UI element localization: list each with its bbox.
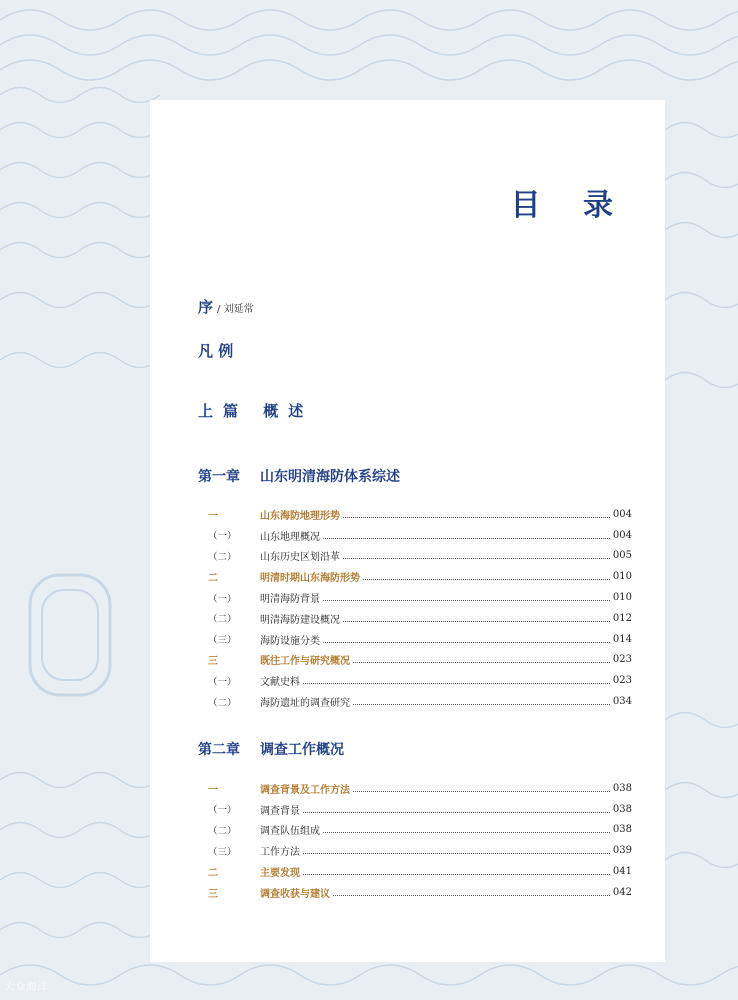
leader-dots: [323, 538, 610, 539]
toc-entry-index: （二）: [208, 825, 237, 837]
toc-entry-page: 010: [612, 571, 632, 583]
toc-entry[interactable]: [198, 799, 632, 820]
toc-entry-index: （二）: [208, 697, 237, 709]
watermark: 大众海洋: [4, 980, 48, 993]
toc-entry-index: 一: [208, 510, 218, 522]
toc-entry[interactable]: [198, 504, 632, 525]
toc-entry[interactable]: [198, 778, 632, 799]
toc-entry[interactable]: [198, 546, 632, 567]
front-item-preface[interactable]: [198, 296, 254, 317]
leader-dots: [303, 874, 610, 875]
toc-entry-label: 海防遗址的调查研究: [260, 698, 350, 710]
toc-entry-label: 调查背景: [260, 805, 300, 817]
toc-entry[interactable]: [198, 840, 632, 861]
toc-entry-page: 010: [612, 592, 632, 604]
front-item-notes[interactable]: [198, 340, 233, 361]
toc-entry-index: 一: [208, 784, 218, 796]
toc-entry-page: 042: [612, 886, 632, 898]
toc-entry-page: 014: [612, 633, 632, 645]
toc-entry[interactable]: [198, 525, 632, 546]
leader-dots: [323, 642, 610, 643]
leader-dots: [323, 600, 610, 601]
toc-entry-index: （三）: [208, 635, 237, 647]
toc-entry-index: （一）: [208, 805, 237, 817]
toc-entry-label: 明清海防背景: [260, 594, 320, 606]
toc-entry-page: 023: [612, 654, 632, 666]
chapter-title: 调查工作概况: [260, 742, 344, 758]
toc-entry-page: 012: [612, 612, 632, 624]
toc-entry-label: 工作方法: [260, 847, 300, 859]
toc-entry-page: 038: [612, 803, 632, 815]
chapter-1-entries: [198, 504, 632, 712]
toc-entry-page: 005: [612, 550, 632, 562]
toc-entry-label: 调查队伍组成: [260, 826, 320, 838]
leader-dots: [303, 683, 610, 684]
leader-dots: [353, 704, 610, 705]
leader-dots: [323, 832, 610, 833]
toc-entry-index: （一）: [208, 676, 237, 688]
toc-entry[interactable]: [198, 608, 632, 629]
toc-entry-label: 调查背景及工作方法: [260, 784, 350, 796]
toc-entry-page: 039: [612, 845, 632, 857]
leader-dots: [343, 558, 610, 559]
toc-entry-label: 既往工作与研究概况: [260, 656, 350, 668]
toc-entry-index: （一）: [208, 531, 237, 543]
toc-entry-page: 041: [612, 866, 632, 878]
leader-dots: [303, 812, 610, 813]
leader-dots: [353, 791, 610, 792]
toc-entry[interactable]: [198, 820, 632, 841]
front-item-author: / 刘延常: [217, 304, 254, 315]
leader-dots: [303, 853, 610, 854]
toc-entry-page: 004: [612, 529, 632, 541]
toc-entry[interactable]: [198, 587, 632, 608]
toc-entry[interactable]: [198, 861, 632, 882]
chapter-title: 山东明清海防体系综述: [260, 469, 400, 485]
chapter-1-heading[interactable]: [198, 466, 400, 486]
front-item-label: 序: [198, 298, 214, 316]
toc-entry-label: 山东海防地理形势: [260, 510, 340, 522]
toc-entry-index: （一）: [208, 593, 237, 605]
toc-entry-index: 三: [208, 888, 218, 900]
toc-entry-page: 038: [612, 782, 632, 794]
toc-entry-index: 二: [208, 868, 218, 880]
page-title: 目 录: [510, 188, 629, 223]
leader-dots: [353, 662, 610, 663]
toc-entry-index: （二）: [208, 551, 237, 563]
front-item-label: 凡 例: [198, 342, 234, 360]
toc-entry[interactable]: [198, 650, 632, 671]
toc-entry[interactable]: [198, 566, 632, 587]
toc-entry-index: （二）: [208, 614, 237, 626]
toc-entry-page: 034: [612, 696, 632, 708]
toc-entry-label: 山东地理概况: [260, 531, 320, 543]
toc-entry-label: 明清时期山东海防形势: [260, 573, 360, 585]
leader-dots: [363, 579, 610, 580]
chapter-2-entries: [198, 778, 632, 903]
toc-entry-index: 二: [208, 573, 218, 585]
toc-entry-page: 004: [612, 508, 632, 520]
leader-dots: [333, 895, 610, 896]
toc-entry[interactable]: [198, 629, 632, 650]
toc-entry-label: 明清海防建设概况: [260, 614, 340, 626]
toc-entry[interactable]: [198, 670, 632, 691]
leader-dots: [343, 517, 610, 518]
toc-entry-label: 海防设施分类: [260, 635, 320, 647]
leader-dots: [343, 621, 610, 622]
chapter-number: 第一章: [198, 469, 240, 485]
toc-page: [150, 100, 665, 962]
toc-entry-label: 文献史料: [260, 677, 300, 689]
toc-entry-index: 三: [208, 656, 218, 668]
chapter-number: 第二章: [198, 742, 240, 758]
part-title: 上篇 概述: [198, 402, 314, 420]
toc-entry-index: （三）: [208, 846, 237, 858]
toc-entry-page: 023: [612, 675, 632, 687]
toc-entry-label: 山东历史区划沿革: [260, 552, 340, 564]
toc-entry-label: 主要发现: [260, 868, 300, 880]
toc-entry[interactable]: [198, 691, 632, 712]
toc-entry-label: 调查收获与建议: [260, 888, 330, 900]
toc-entry-page: 038: [612, 824, 632, 836]
toc-entry[interactable]: [198, 882, 632, 903]
chapter-2-heading[interactable]: [198, 739, 344, 759]
